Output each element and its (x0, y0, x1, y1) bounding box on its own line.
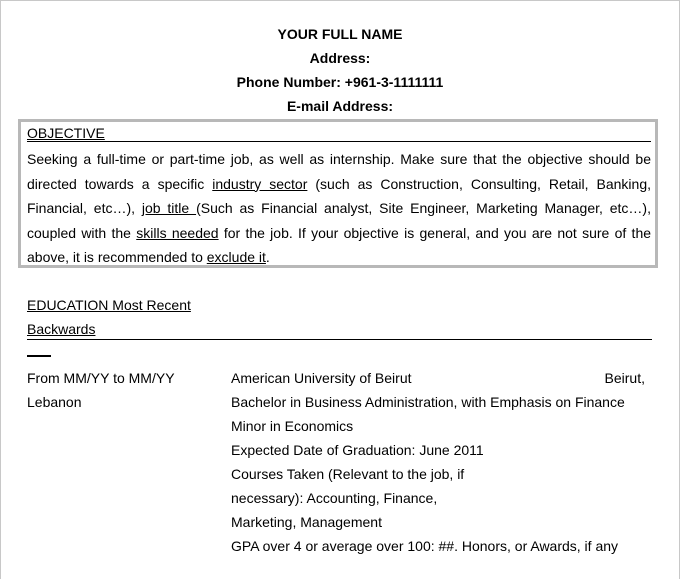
gpa: GPA over 4 or average over 100: ##. Honors, or Awards, if any (231, 538, 619, 554)
objective-text-part: (Such as Financial analyst, Site Engineer, Marketing Manager, etc…), coupled with the (27, 200, 651, 241)
courses-line: necessary): Accounting, Finance, (231, 490, 438, 506)
industry-sector-text: industry sector (212, 175, 308, 192)
address-label: Address: (309, 50, 371, 66)
objective-heading-text: OBJECTIVE (27, 125, 105, 141)
objective-text (27, 147, 651, 270)
phone-number: Phone Number: +961-3-1111111 (236, 74, 444, 90)
exclude-it-text: exclude it (206, 249, 266, 265)
education-dates (27, 366, 227, 414)
education-details (231, 366, 651, 558)
courses-line: Courses Taken (Relevant to the job, if (231, 466, 465, 482)
degree: Bachelor in Business Administration, with Emphasis on Finance (231, 394, 625, 410)
country: Lebanon (27, 394, 82, 410)
education-heading (27, 293, 652, 340)
job-title-text: job title (141, 200, 197, 216)
education-heading-line2: Backwards (27, 321, 96, 337)
objective-text-part: . (265, 249, 270, 265)
skills-needed-text: skills needed (136, 224, 219, 241)
education-heading-rule (27, 317, 652, 340)
education-heading-line1: EDUCATION Most Recent (27, 297, 191, 313)
email-label: E-mail Address: (286, 98, 394, 114)
full-name: YOUR FULL NAME (277, 26, 403, 42)
minor: Minor in Economics (231, 418, 354, 434)
date-range: From MM/YY to MM/YY (27, 370, 175, 386)
section-divider (27, 355, 51, 357)
objective-text-part: (such as Construction, Consulting, Retail, Banking, Financial, etc…), (27, 175, 652, 216)
objective-text-part: Seeking a full-time or part-time job, as well as internship. Make sure that the objective should be directed towards a specific (27, 151, 651, 192)
objective-section (18, 119, 658, 268)
city: Beirut, (604, 370, 645, 386)
objective-text-part: for the job. If your objective is general, and you are not sure of the above, it is recommended to (27, 224, 652, 265)
institution-row (231, 366, 651, 390)
institution-name: American University of Beirut (231, 370, 412, 386)
graduation-date: Expected Date of Graduation: June 2011 (231, 442, 484, 458)
objective-heading (27, 125, 651, 142)
courses-line: Marketing, Management (231, 514, 382, 530)
